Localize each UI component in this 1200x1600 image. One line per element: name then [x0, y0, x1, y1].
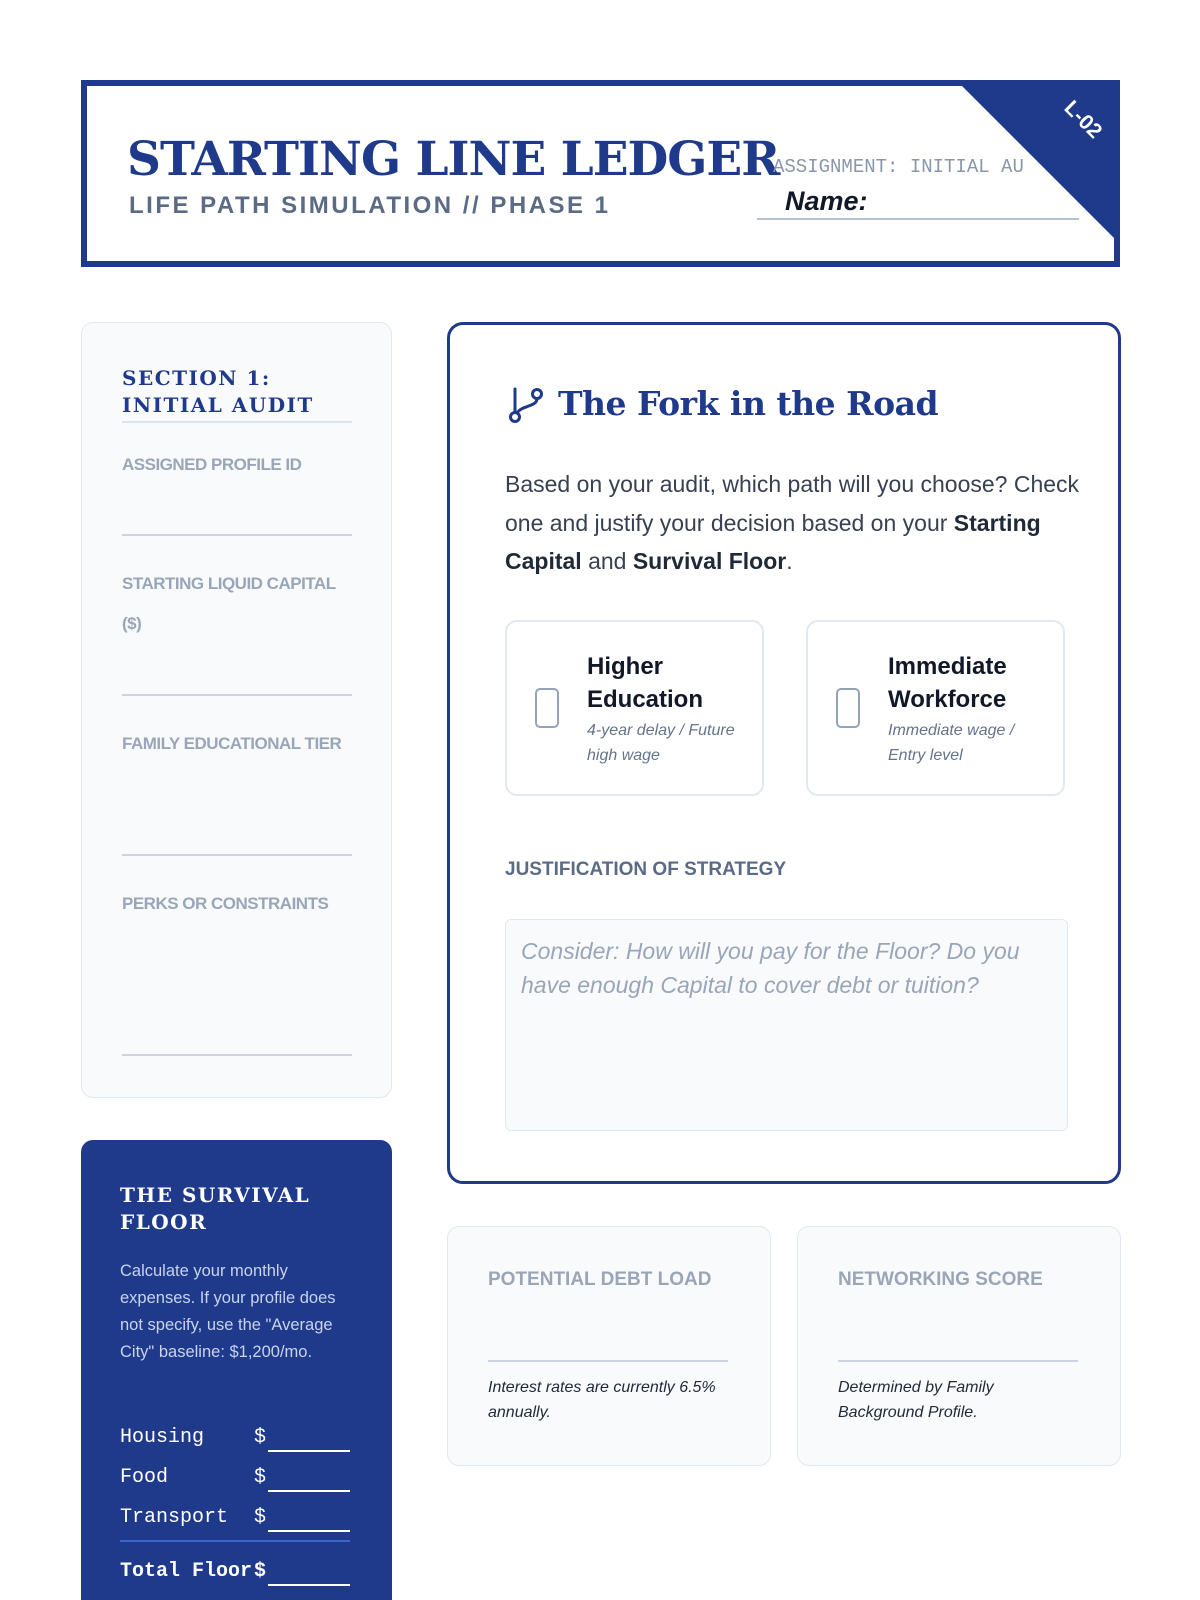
expense-row-housing [120, 1426, 350, 1454]
corner-ribbon [960, 84, 1116, 240]
survival-floor-card [81, 1140, 392, 1600]
starting-capital-field[interactable] [122, 694, 352, 696]
field-label-profile-id: ASSIGNED PROFILE ID [122, 455, 302, 474]
section-heading: SECTION 1: INITIAL AUDIT [122, 365, 352, 423]
survival-floor-description: Calculate your monthly expenses. If your profile does not specify, use the "Average City" baseline: $1,200/mo. [120, 1262, 336, 1361]
total-amount-field[interactable] [268, 1584, 350, 1586]
justification-textarea[interactable] [505, 919, 1068, 1131]
perks-field[interactable] [122, 1054, 352, 1056]
expense-label: Housing [120, 1426, 205, 1449]
checkbox-higher-education[interactable] [535, 688, 559, 728]
networking-score-label: NETWORKING SCORE [838, 1269, 1043, 1290]
option-note: Immediate wage / Entry level [888, 722, 1015, 764]
networking-score-card [797, 1226, 1121, 1466]
desc-text: Based on your audit, which path will you choose? Check one and justify your decision based on your [505, 471, 1080, 536]
expense-label: Transport [120, 1506, 229, 1529]
currency-symbol: $ [254, 1560, 267, 1583]
debt-load-card [447, 1226, 771, 1466]
fork-description [505, 465, 1080, 581]
networking-score-field[interactable] [838, 1360, 1078, 1362]
page-subtitle: LIFE PATH SIMULATION // PHASE 1 [129, 192, 611, 219]
header-banner [81, 80, 1120, 267]
survival-floor-title: THE SURVIVAL FLOOR [120, 1183, 311, 1234]
expense-row-transport [120, 1506, 350, 1534]
option-higher-education[interactable] [505, 620, 764, 796]
git-fork-icon [506, 385, 546, 425]
currency-symbol: $ [254, 1426, 267, 1449]
option-title: Higher Education [587, 653, 704, 713]
fork-in-road-card [447, 322, 1121, 1184]
field-label-perks: PERKS OR CONSTRAINTS [122, 894, 329, 913]
total-divider [120, 1540, 350, 1542]
field-label-education-tier: FAMILY EDUCATIONAL TIER [122, 734, 342, 753]
option-immediate-workforce[interactable] [806, 620, 1065, 796]
transport-amount-field[interactable] [268, 1530, 350, 1532]
page-title: STARTING LINE LEDGER [127, 132, 780, 187]
field-label-starting-capital: STARTING LIQUID CAPITAL ($) [122, 574, 336, 633]
desc-bold-starting-capital: Starting Capital [505, 509, 1041, 574]
expense-label: Food [120, 1466, 169, 1489]
debt-load-label: POTENTIAL DEBT LOAD [488, 1269, 712, 1290]
profile-id-field[interactable] [122, 534, 352, 536]
food-amount-field[interactable] [268, 1490, 350, 1492]
networking-score-note: Determined by Family Background Profile. [838, 1379, 994, 1421]
total-label: Total Floor [120, 1560, 253, 1583]
checkbox-immediate-workforce[interactable] [836, 688, 860, 728]
corner-tag: L-02 [1059, 96, 1107, 144]
currency-symbol: $ [254, 1506, 267, 1529]
name-label: Name: [785, 186, 868, 216]
option-note: 4-year delay / Future high wage [587, 722, 735, 764]
debt-load-field[interactable] [488, 1360, 728, 1362]
currency-symbol: $ [254, 1466, 267, 1489]
expense-row-total [120, 1560, 350, 1588]
education-tier-field[interactable] [122, 854, 352, 856]
housing-amount-field[interactable] [268, 1450, 350, 1452]
assignment-label: ASSIGNMENT: INITIAL AU [773, 156, 1024, 178]
desc-text: . [786, 548, 793, 574]
debt-load-note: Interest rates are currently 6.5% annually. [488, 1379, 716, 1421]
justification-label: JUSTIFICATION OF STRATEGY [505, 859, 787, 880]
desc-text: and [581, 548, 633, 574]
option-title: Immediate Workforce [888, 653, 1007, 713]
section-initial-audit [81, 322, 392, 1098]
desc-bold-survival-floor: Survival Floor [632, 548, 787, 574]
expense-row-food [120, 1466, 350, 1494]
fork-title: The Fork in the Road [558, 384, 939, 423]
